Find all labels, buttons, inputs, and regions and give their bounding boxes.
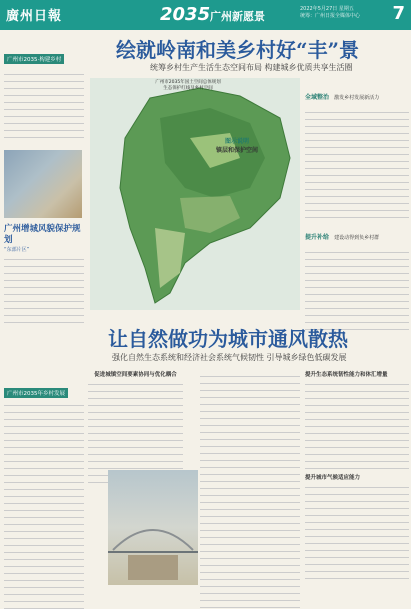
side-heading-block bbox=[4, 224, 84, 323]
sidebar-label2: 广州市2035年乡村发展 bbox=[4, 388, 68, 398]
bridge-photo bbox=[108, 470, 198, 585]
text-line bbox=[4, 504, 84, 511]
text-line bbox=[88, 441, 183, 448]
text-line bbox=[200, 531, 300, 538]
text-line bbox=[4, 309, 84, 316]
text-line bbox=[305, 211, 409, 218]
text-line bbox=[4, 406, 84, 413]
text-line bbox=[4, 476, 84, 483]
right-column bbox=[305, 84, 409, 330]
text-line bbox=[305, 523, 409, 530]
text-line bbox=[88, 455, 183, 462]
text-line bbox=[305, 148, 409, 155]
text-line bbox=[88, 385, 183, 392]
text-line bbox=[200, 468, 300, 475]
text-line bbox=[305, 392, 409, 399]
text-line bbox=[200, 419, 300, 426]
text-line bbox=[305, 197, 409, 204]
text-line bbox=[200, 496, 300, 503]
text-line bbox=[305, 246, 409, 253]
text-line bbox=[305, 495, 409, 502]
text-line bbox=[305, 551, 409, 558]
bottom-col-a-title: 促进城镇空间要素协同与优化耦合 bbox=[94, 372, 177, 378]
map-caption-sub: 生态保护红线及乡村空间 bbox=[163, 86, 213, 91]
text-line bbox=[4, 267, 84, 274]
text-line bbox=[88, 427, 183, 434]
text-line bbox=[4, 253, 84, 260]
text-line bbox=[88, 462, 183, 469]
text-line bbox=[200, 580, 300, 587]
text-line bbox=[4, 110, 84, 117]
text-line bbox=[200, 377, 300, 384]
text-line bbox=[200, 412, 300, 419]
text-line bbox=[4, 131, 84, 138]
text-line bbox=[305, 288, 409, 295]
header-year: 2035 bbox=[160, 4, 211, 25]
text-line bbox=[4, 427, 84, 434]
text-line bbox=[305, 481, 409, 488]
text-line bbox=[4, 288, 84, 295]
text-line bbox=[200, 482, 300, 489]
text-line bbox=[4, 567, 84, 574]
right-text-a bbox=[305, 106, 409, 218]
text-line bbox=[4, 518, 84, 525]
text-line bbox=[4, 441, 84, 448]
text-line bbox=[200, 587, 300, 594]
sidebar-lower bbox=[4, 380, 84, 609]
text-line bbox=[4, 490, 84, 497]
text-line bbox=[200, 461, 300, 468]
text-line bbox=[305, 274, 409, 281]
header-date: 2022年5月27日 星期五 统筹：广州日报全媒体中心 bbox=[300, 6, 361, 19]
text-line bbox=[305, 420, 409, 427]
text-line bbox=[88, 413, 183, 420]
text-line bbox=[200, 594, 300, 601]
text-line bbox=[4, 483, 84, 490]
text-line bbox=[88, 392, 183, 399]
text-line bbox=[305, 127, 409, 134]
text-line bbox=[305, 565, 409, 572]
text-line bbox=[305, 509, 409, 516]
text-line bbox=[4, 469, 84, 476]
header-section: 广州新愿景 bbox=[210, 10, 265, 23]
text-line bbox=[305, 502, 409, 509]
text-line bbox=[200, 391, 300, 398]
text-line bbox=[4, 553, 84, 560]
text-line bbox=[4, 302, 84, 309]
text-line bbox=[305, 260, 409, 267]
right-sub1: 全域整治 bbox=[305, 94, 330, 101]
text-line bbox=[305, 558, 409, 565]
side-heading-small: “东部片区” bbox=[4, 247, 30, 253]
text-line bbox=[4, 532, 84, 539]
text-line bbox=[305, 295, 409, 302]
text-line bbox=[4, 89, 84, 96]
text-line bbox=[305, 427, 409, 434]
text-line bbox=[305, 572, 409, 579]
text-line bbox=[88, 406, 183, 413]
page-number: 7 bbox=[392, 3, 405, 24]
text-line bbox=[4, 82, 84, 89]
right-sub2-row bbox=[305, 224, 409, 243]
text-line bbox=[200, 440, 300, 447]
text-line bbox=[4, 281, 84, 288]
text-line bbox=[200, 538, 300, 545]
text-line bbox=[305, 113, 409, 120]
right-text-b bbox=[305, 246, 409, 330]
text-line bbox=[200, 510, 300, 517]
text-line bbox=[305, 309, 409, 316]
text-line bbox=[305, 441, 409, 448]
text-line bbox=[88, 378, 183, 385]
text-line bbox=[305, 204, 409, 211]
text-line bbox=[4, 602, 84, 609]
text-line bbox=[305, 544, 409, 551]
text-line bbox=[305, 385, 409, 392]
subtitle-rural: 统筹乡村生产生活生态空间布局 构建城乡优质共享生活圈 bbox=[150, 63, 353, 72]
text-line bbox=[4, 316, 84, 323]
text-line bbox=[4, 68, 84, 75]
text-line bbox=[305, 176, 409, 183]
map-section-label: 图示说明 bbox=[224, 138, 249, 145]
text-line bbox=[88, 448, 183, 455]
text-line bbox=[305, 316, 409, 323]
text-line bbox=[4, 124, 84, 131]
text-line bbox=[305, 399, 409, 406]
page-header bbox=[0, 0, 411, 30]
text-line bbox=[200, 524, 300, 531]
text-line bbox=[4, 462, 84, 469]
right-sub1-text: 激发乡村发展新活力 bbox=[334, 95, 380, 101]
text-line bbox=[4, 560, 84, 567]
bottom-col-c bbox=[305, 370, 409, 579]
text-line bbox=[200, 433, 300, 440]
side-heading: 广州增城风貌保护规划 bbox=[4, 224, 81, 245]
right-sub1-row bbox=[305, 84, 409, 103]
text-line bbox=[4, 274, 84, 281]
text-line bbox=[4, 413, 84, 420]
text-line bbox=[305, 537, 409, 544]
text-line bbox=[305, 155, 409, 162]
text-line bbox=[200, 566, 300, 573]
text-line bbox=[200, 405, 300, 412]
text-line bbox=[4, 574, 84, 581]
text-line bbox=[4, 497, 84, 504]
text-line bbox=[4, 539, 84, 546]
text-line bbox=[305, 434, 409, 441]
text-line bbox=[4, 260, 84, 267]
text-line bbox=[4, 96, 84, 103]
text-line bbox=[88, 399, 183, 406]
planning-map bbox=[90, 78, 300, 310]
text-line bbox=[4, 399, 84, 406]
text-line bbox=[305, 190, 409, 197]
text-line bbox=[305, 378, 409, 385]
bottom-col-a bbox=[88, 370, 183, 483]
text-line bbox=[305, 530, 409, 537]
text-line bbox=[305, 106, 409, 113]
map-section-title: 镇层和保护空间 bbox=[215, 147, 258, 154]
newspaper-logo: 廣州日報 bbox=[6, 9, 63, 24]
headline-rural: 绘就岭南和美乡村好“丰”景 bbox=[116, 38, 360, 62]
village-photo bbox=[4, 150, 82, 218]
text-line bbox=[4, 595, 84, 602]
text-line bbox=[200, 545, 300, 552]
text-line bbox=[200, 601, 300, 608]
text-line bbox=[305, 267, 409, 274]
text-line bbox=[4, 117, 84, 124]
text-line bbox=[200, 503, 300, 510]
text-line bbox=[200, 475, 300, 482]
headline-ventilation: 让自然做功为城市通风散热 bbox=[108, 327, 348, 351]
text-line bbox=[305, 448, 409, 455]
text-line bbox=[200, 447, 300, 454]
bottom-col-c-title: 提升城市气候适应能力 bbox=[305, 475, 361, 481]
map-caption bbox=[132, 80, 244, 92]
text-line bbox=[4, 420, 84, 427]
text-line bbox=[4, 511, 84, 518]
bottom-col-b bbox=[200, 370, 300, 608]
text-line bbox=[305, 413, 409, 420]
bottom-col-b-title: 提升生态系统韧性能力和体汇增量 bbox=[305, 372, 388, 378]
text-line bbox=[4, 103, 84, 110]
text-line bbox=[305, 162, 409, 169]
text-line bbox=[305, 120, 409, 127]
text-line bbox=[305, 134, 409, 141]
text-line bbox=[305, 169, 409, 176]
text-line bbox=[200, 384, 300, 391]
text-line bbox=[4, 75, 84, 82]
text-line bbox=[4, 434, 84, 441]
text-line bbox=[4, 588, 84, 595]
right-sub2: 提升补给 bbox=[305, 234, 330, 241]
text-line bbox=[305, 281, 409, 288]
text-line bbox=[305, 183, 409, 190]
sidebar-label: 广州市2035·构建乡村 bbox=[4, 54, 64, 64]
map-graphic bbox=[90, 78, 300, 310]
text-line bbox=[305, 516, 409, 523]
map-caption-title: 广州市2035年国土空间总体规划 bbox=[155, 80, 221, 85]
text-line bbox=[305, 488, 409, 495]
text-line bbox=[200, 454, 300, 461]
text-line bbox=[200, 426, 300, 433]
text-line bbox=[305, 302, 409, 309]
text-line bbox=[305, 462, 409, 469]
text-line bbox=[200, 559, 300, 566]
subtitle-ventilation: 强化自然生态系统和经济社会系统气候韧性 引导城乡绿色低碳发展 bbox=[112, 353, 347, 362]
text-line bbox=[305, 141, 409, 148]
text-line bbox=[88, 434, 183, 441]
text-line bbox=[200, 573, 300, 580]
map-section bbox=[202, 136, 272, 154]
text-line bbox=[4, 546, 84, 553]
text-line bbox=[4, 525, 84, 532]
text-line bbox=[200, 552, 300, 559]
text-line bbox=[200, 517, 300, 524]
right-sub2-text: 建设动得到负乡村群 bbox=[334, 235, 380, 241]
text-line bbox=[88, 420, 183, 427]
text-line bbox=[305, 455, 409, 462]
text-line bbox=[200, 489, 300, 496]
text-line bbox=[305, 253, 409, 260]
text-line bbox=[4, 455, 84, 462]
text-line bbox=[200, 398, 300, 405]
sidebar-body bbox=[4, 68, 84, 138]
text-line bbox=[305, 406, 409, 413]
text-line bbox=[4, 448, 84, 455]
bridge-graphic bbox=[108, 470, 198, 585]
text-line bbox=[4, 295, 84, 302]
text-line bbox=[200, 370, 300, 377]
